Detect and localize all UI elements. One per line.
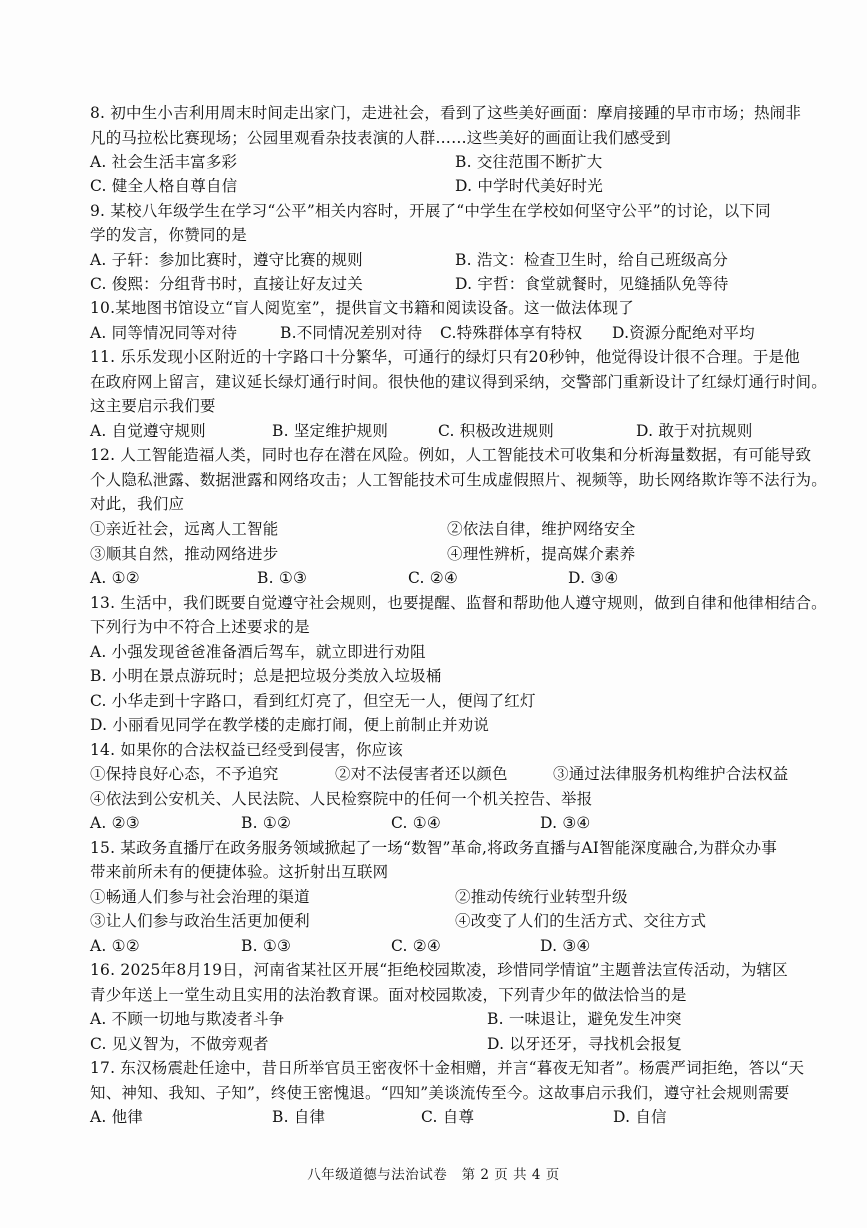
q13-stem-line-1: 13. 生活中，我们既要自觉遵守社会规则，也要提醒、监督和帮助他人遵守规则，做到自律和他律相结合。 [90,594,827,612]
q11-option-a: A. 自觉遵守规则 [90,422,206,440]
q17-stem-line-1: 17. 东汉杨震赴任途中，昔日所举官员王密夜怀十金相赠，并言“暮夜无知者”。杨震严词拒绝，答以“天 [90,1059,805,1077]
q11-option-b: B. 坚定维护规则 [272,422,389,440]
q9-option-d: D. 宇哲：食堂就餐时，见缝插队免等待 [455,275,729,293]
q10-option-a: A. 同等情况同等对待 [90,324,238,342]
q14-option-a: A. ②③ [90,814,140,832]
q12-option-a: A. ①② [90,569,140,587]
q12-stem-line-3: 对此，我们应 [90,495,185,513]
q13-option-a: A. 小强发现爸爸准备酒后驾车，就立即进行劝阻 [90,643,426,661]
q14-option-c: C. ①④ [391,814,441,832]
q8-option-b: B. 交往范围不断扩大 [455,153,603,171]
q8-option-d: D. 中学时代美好时光 [455,177,603,195]
q12-statement-2: ②依法自律，维护网络安全 [447,520,636,538]
q9-stem-line-2: 学的发言，你赞同的是 [90,226,248,244]
q17-option-c: C. 自尊 [421,1108,475,1126]
q12-stem-line-2: 个人隐私泄露、数据泄露和网络攻击；人工智能技术可生成虚假照片、视频等，助长网络欺诈等不法行为。 [90,471,827,489]
q16-stem-line-1: 16. 2025年8月19日，河南省某社区开展“拒绝校园欺凌，珍惜同学情谊”主题普法宣传活动，为辖区 [90,961,788,979]
q14-statement-1: ①保持良好心态，不予追究 [90,765,279,783]
q11-stem-line-3: 这主要启示我们要 [90,397,216,415]
q14-statement-4: ④依法到公安机关、人民法院、人民检察院中的任何一个机关控告、举报 [90,790,593,808]
q12-statement-3: ③顺其自然，推动网络进步 [90,545,279,563]
q12-option-d: D. ③④ [568,569,619,587]
q14-statement-3: ③通过法律服务机构维护合法权益 [553,765,789,783]
q12-option-c: C. ②④ [408,569,458,587]
q15-option-a: A. ①② [90,937,140,955]
q16-option-a: A. 不顾一切地与欺凌者斗争 [90,1010,285,1028]
q15-statement-2: ②推动传统行业转型升级 [455,888,628,906]
q16-option-b: B. 一味退让，避免发生冲突 [487,1010,682,1028]
q9-stem-line-1: 9. 某校八年级学生在学习“公平”相关内容时，开展了“中学生在学校如何坚守公平”的讨论，以下同 [90,202,771,220]
q14-option-d: D. ③④ [540,814,591,832]
q10-option-c: C.特殊群体享有特权 [440,324,583,342]
q13-option-b: B. 小明在景点游玩时；总是把垃圾分类放入垃圾桶 [90,667,442,685]
q17-stem-line-2: 知、神知、我知、子知”，终使王密愧退。“四知”美谈流传至今。这故事启示我们，遵守社会规则需要 [90,1084,790,1102]
q9-option-c: C. 俊熙：分组背书时，直接让好友过关 [90,275,363,293]
q9-option-a: A. 子轩：参加比赛时，遵守比赛的规则 [90,251,363,269]
q15-statement-4: ④改变了人们的生活方式、交往方式 [455,912,707,930]
q12-statement-1: ①亲近社会，远离人工智能 [90,520,279,538]
q14-stem: 14. 如果你的合法权益已经受到侵害，你应该 [90,741,403,759]
q12-stem-line-1: 12. 人工智能造福人类，同时也存在潜在风险。例如，人工智能技术可收集和分析海量数据，有可能导致 [90,446,812,464]
q17-option-d: D. 自信 [613,1108,667,1126]
q15-option-c: C. ②④ [391,937,441,955]
q8-option-a: A. 社会生活丰富多彩 [90,153,238,171]
q14-statement-2: ②对不法侵害者还以颜色 [335,765,508,783]
q10-stem: 10.某地图书馆设立“盲人阅览室”，提供盲文书籍和阅读设备。这一做法体现了 [90,299,634,317]
q13-option-d: D. 小丽看见同学在教学楼的走廊打闹，便上前制止并劝说 [90,716,490,734]
q17-option-b: B. 自律 [272,1108,326,1126]
q11-option-c: C. 积极改进规则 [438,422,554,440]
q15-option-b: B. ①③ [241,937,292,955]
q11-stem-line-2: 在政府网上留言，建议延长绿灯通行时间。很快他的建议得到采纳，交警部门重新设计了红绿灯通行时间。 [90,373,827,391]
q8-stem-line-2: 凡的马拉松比赛现场；公园里观看杂技表演的人群……这些美好的画面让我们感受到 [90,129,671,147]
q16-option-d: D. 以牙还牙，寻找机会报复 [487,1035,683,1053]
q16-stem-line-2: 青少年送上一堂生动且实用的法治教育课。面对校园欺凌，下列青少年的做法恰当的是 [90,986,687,1004]
q9-option-b: B. 浩文：检查卫生时，给自己班级高分 [455,251,729,269]
q11-option-d: D. 敢于对抗规则 [636,422,753,440]
q11-stem-line-1: 11. 乐乐发现小区附近的十字路口十分繁华，可通行的绿灯只有20秒钟，他觉得设计很不合理。于是他 [90,348,800,366]
q15-statement-1: ①畅通人们参与社会治理的渠道 [90,888,310,906]
q13-stem-line-2: 下列行为中不符合上述要求的是 [90,618,310,636]
q8-stem-line-1: 8. 初中生小吉利用周末时间走出家门，走进社会，看到了这些美好画面：摩肩接踵的早市市场；热闹非 [90,104,802,122]
q12-statement-4: ④理性辨析，提高媒介素养 [447,545,636,563]
q10-option-d: D.资源分配绝对平均 [612,324,755,342]
q15-option-d: D. ③④ [540,937,591,955]
q12-option-b: B. ①③ [257,569,308,587]
q13-option-c: C. 小华走到十字路口，看到红灯亮了，但空无一人，便闯了红灯 [90,692,536,710]
page-footer: 八年级道德与法治试卷 第 2 页 共 4 页 [307,1167,560,1183]
q14-option-b: B. ①② [241,814,292,832]
q16-option-c: C. 见义智为，不做旁观者 [90,1035,269,1053]
q15-stem-line-2: 带来前所未有的便捷体验。这折射出互联网 [90,863,389,881]
q10-option-b: B.不同情况差别对待 [280,324,423,342]
q15-stem-line-1: 15. 某政务直播厅在政务服务领域掀起了一场“数智”革命,将政务直播与AI智能深度融合,为群众办事 [90,839,777,857]
q15-statement-3: ③让人们参与政治生活更加便利 [90,912,310,930]
q17-option-a: A. 他律 [90,1108,144,1126]
q8-option-c: C. 健全人格自尊自信 [90,177,238,195]
